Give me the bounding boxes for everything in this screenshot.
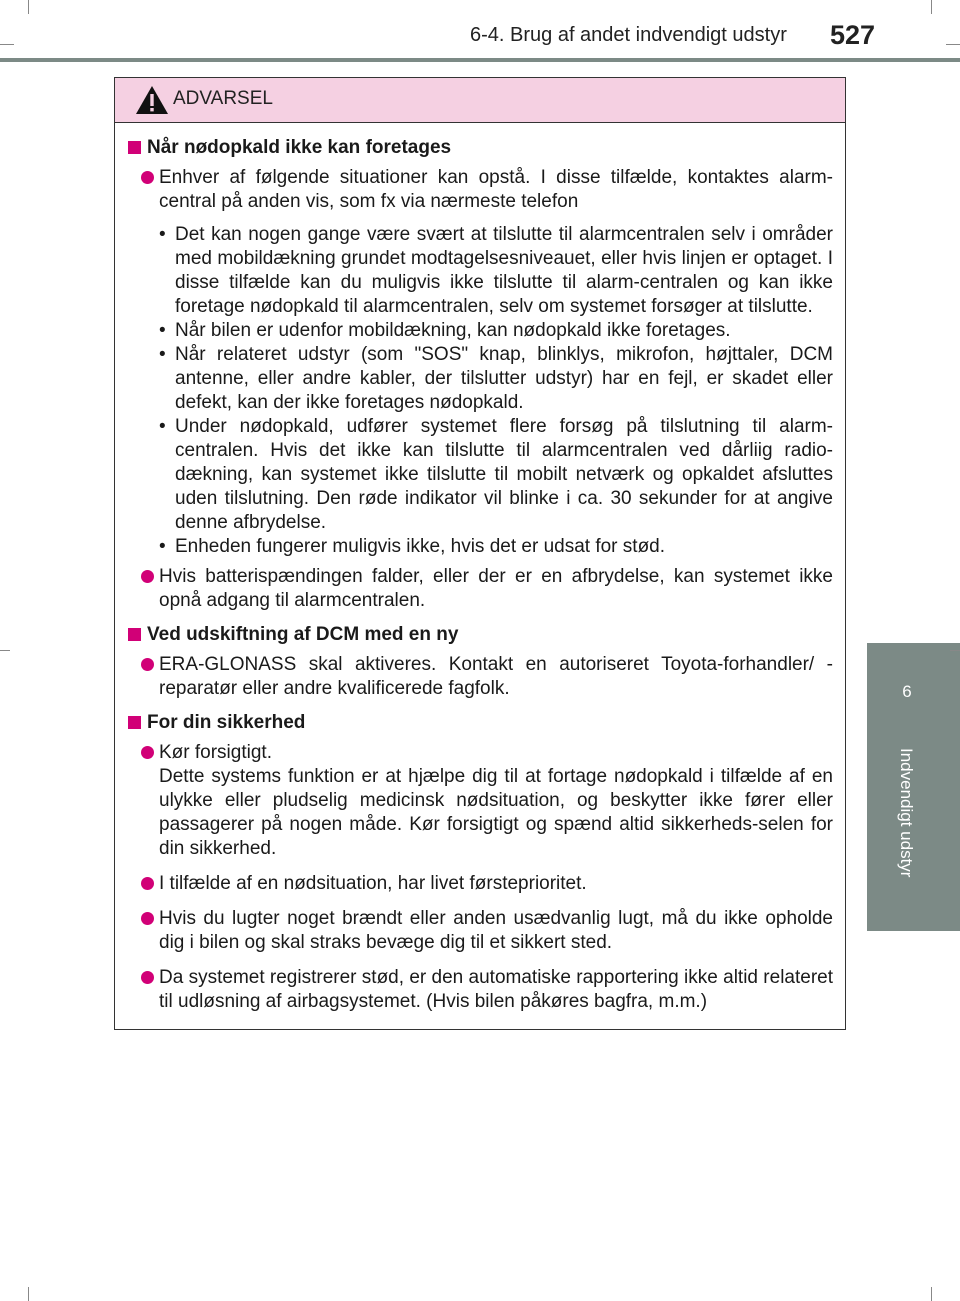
bullet-item: ERA-GLONASS skal aktiveres. Kontakt en autoriseret Toyota-forhandler/ -reparatør eller andre kvalificerede fagfolk. xyxy=(125,653,833,701)
round-bullet-icon xyxy=(141,877,154,890)
crop-mark xyxy=(0,650,10,651)
bullet-item: Hvis du lugter noget brændt eller anden usædvanlig lugt, må du ikke opholde dig i bilen og skal straks bevæge dig til et sikkert sted. xyxy=(125,907,833,955)
square-bullet-icon xyxy=(128,716,141,729)
sub-list-item: • Når relateret udstyr (som "SOS" knap, blinklys, mikrofon, højttaler, DCM antenne, eller andre kabler, der tilslutter udstyr) har en fejl, er skadet eller defekt, kan der ikke foretages nødopkald. xyxy=(159,344,833,413)
sub-list-item: • Det kan nogen gange være svært at tilslutte til alarmcentralen selv i områder med mobildækning grundet modtagelsesniveauet, eller hvis linjen er optaget. I disse tilfælde kan du muligvis ikke tilslutte til alarm-centralen og kan ikke foretage nødopkald til alarmcentralen, selv om systemet forsøger at tilslutte. xyxy=(159,224,833,317)
sub-list-item: • Enheden fungerer muligvis ikke, hvis det er udsat for stød. xyxy=(159,536,666,557)
section-title: 6-4. Brug af andet indvendigt udstyr xyxy=(470,24,787,46)
section-heading: Når nødopkald ikke kan foretages xyxy=(125,136,833,160)
crop-mark xyxy=(950,650,960,651)
round-bullet-icon xyxy=(141,570,154,583)
bullet-item: Enhver af følgende situationer kan opstå. I disse tilfælde, kontaktes alarm-central på anden vis, som fx via nærmeste telefon xyxy=(125,166,833,214)
chapter-number: 6 xyxy=(902,682,912,701)
crop-mark xyxy=(28,1287,29,1301)
crop-mark xyxy=(0,44,14,45)
warning-triangle-icon xyxy=(135,85,169,115)
page-number: 527 xyxy=(830,20,876,50)
round-bullet-icon xyxy=(141,658,154,671)
warning-title: ADVARSEL xyxy=(173,88,273,109)
section-heading: Ved udskiftning af DCM med en ny xyxy=(125,623,833,647)
warning-content xyxy=(125,136,833,1014)
header-rule xyxy=(0,58,960,62)
square-bullet-icon xyxy=(128,141,141,154)
warning-header xyxy=(115,78,845,123)
bullet-item: Kør forsigtigt. Dette systems funktion er at hjælpe dig til at fortage nødopkald i tilfælde af en ulykke eller pludselig medicinsk nødsituation, og beskytter ikke fører eller passagerer på nogen måde. Kør forsigtigt og spænd altid sikkerheds-selen for din sikkerhed. xyxy=(125,741,833,861)
round-bullet-icon xyxy=(141,971,154,984)
square-bullet-icon xyxy=(128,628,141,641)
round-bullet-icon xyxy=(141,912,154,925)
sub-list-item: • Når bilen er udenfor mobildækning, kan nødopkald ikke foretages. xyxy=(159,320,731,341)
bullet-item: Da systemet registrerer stød, er den automatiske rapportering ikke altid relateret til udløsning af airbagsystemet. (Hvis bilen påkøres bagfra, m.m.) xyxy=(125,966,833,1014)
warning-box xyxy=(114,77,846,1030)
crop-mark xyxy=(931,0,932,14)
section-heading: For din sikkerhed xyxy=(125,711,833,735)
sub-list xyxy=(125,223,833,559)
sub-list-item: • Under nødopkald, udfører systemet flere forsøg på tilslutning til alarm-centralen. Hvis det ikke kan tilslutte til alarmcentralen ved dårliig radio-dækning, kan systemet ikke tilslutte til mobilt netværk og opkaldet afsluttes uden tilslutning. Den røde indikator vil blinke i ca. 30 sekunder for at angive denne afbrydelse. xyxy=(159,416,833,533)
crop-mark xyxy=(946,44,960,45)
crop-mark xyxy=(28,0,29,14)
crop-mark xyxy=(931,1287,932,1301)
bullet-item: I tilfælde af en nødsituation, har livet førsteprioritet. xyxy=(125,872,833,896)
bullet-item: Hvis batterispændingen falder, eller der er en afbrydelse, kan systemet ikke opnå adgang til alarmcentralen. xyxy=(125,565,833,613)
chapter-label: Indvendigt udstyr xyxy=(897,748,916,878)
round-bullet-icon xyxy=(141,746,154,759)
round-bullet-icon xyxy=(141,171,154,184)
